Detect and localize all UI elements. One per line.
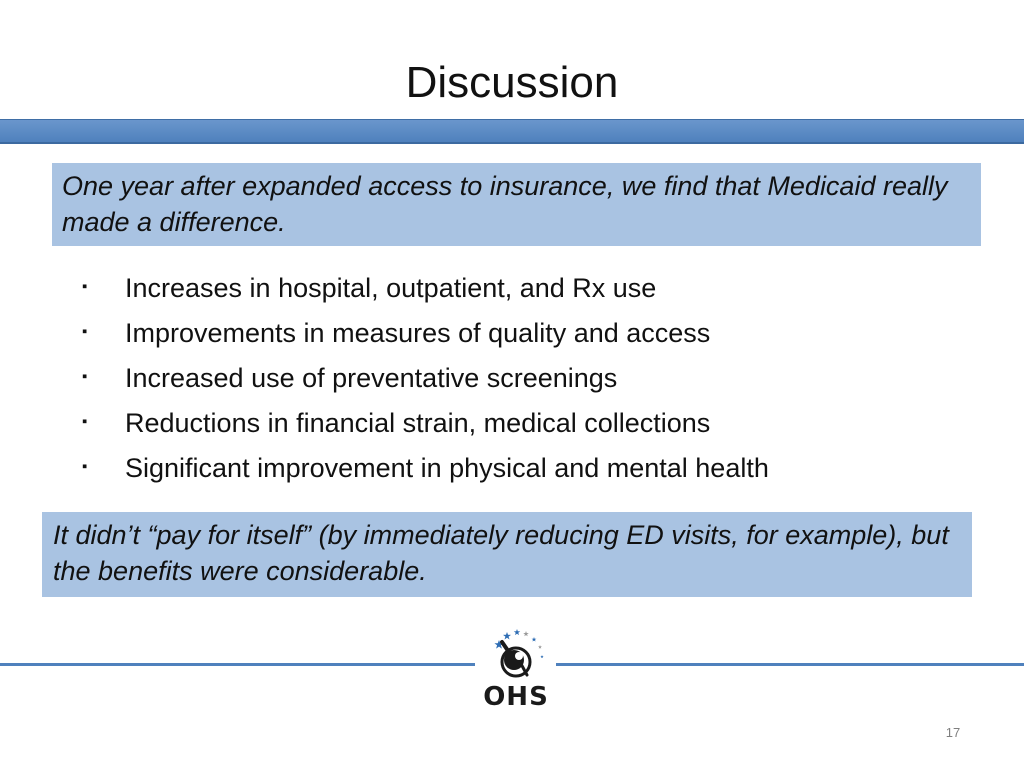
list-item-text: Improvements in measures of quality and access: [125, 318, 711, 348]
list-item-text: Increased use of preventative screenings: [125, 363, 618, 393]
star-icon: [540, 655, 543, 658]
list-item-text: Significant improvement in physical and mental health: [125, 453, 769, 483]
list-item-text: Reductions in financial strain, medical collections: [125, 408, 711, 438]
ohs-logo-icon: [483, 628, 549, 684]
logo-text: OHS: [483, 682, 549, 712]
summary-callout: [52, 163, 981, 246]
findings-list: [80, 266, 980, 491]
bullet-icon: ▪: [82, 323, 88, 340]
list-item: [80, 446, 980, 491]
conclusion-callout-text: It didn’t “pay for itself” (by immediately reducing ED visits, for example), but the benefits were considerable.: [53, 520, 949, 586]
bullet-icon: ▪: [82, 458, 88, 475]
star-icon: [523, 631, 529, 636]
ohs-logo: [477, 628, 555, 718]
list-item: [80, 311, 980, 356]
star-icon: [514, 629, 520, 635]
list-item: [80, 356, 980, 401]
footer-divider-left: [0, 663, 475, 666]
slide-title: Discussion: [405, 58, 619, 107]
star-icon: [538, 645, 542, 649]
star-icon: [532, 637, 537, 642]
bullet-icon: ▪: [82, 413, 88, 430]
bullet-icon: ▪: [82, 368, 88, 385]
list-item: [80, 266, 980, 311]
bullet-icon: ▪: [82, 278, 88, 295]
conclusion-callout: [42, 512, 972, 597]
list-item: [80, 401, 980, 446]
footer-divider-right: [556, 663, 1024, 666]
title-underline-bar: [0, 119, 1024, 144]
list-item-text: Increases in hospital, outpatient, and Rx use: [125, 273, 657, 303]
star-icon: [503, 632, 511, 640]
summary-callout-text: One year after expanded access to insurance, we find that Medicaid really made a difference.: [62, 171, 948, 237]
page-number: 17: [945, 725, 961, 740]
